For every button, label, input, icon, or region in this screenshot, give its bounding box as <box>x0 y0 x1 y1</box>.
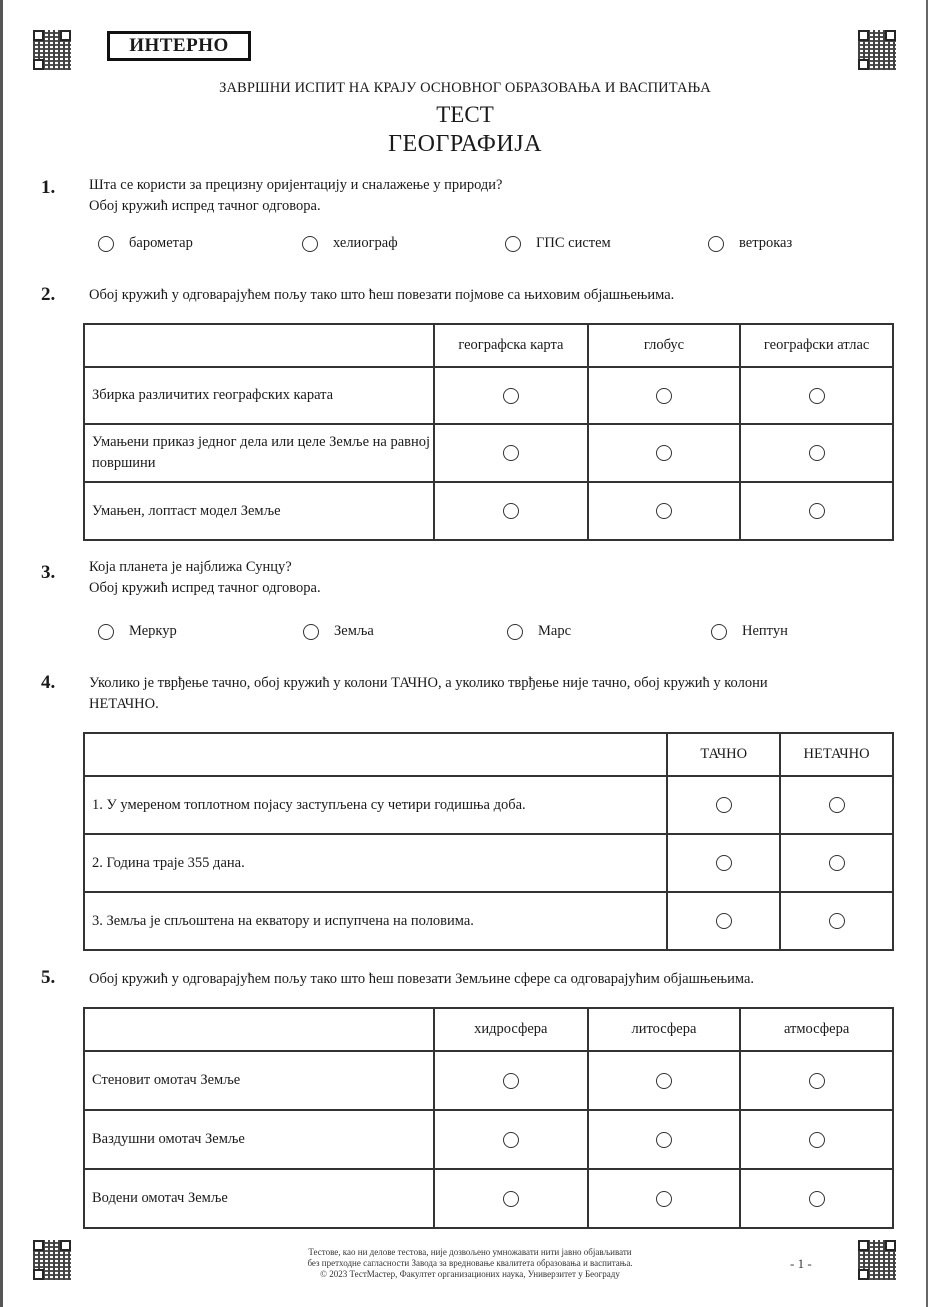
table-header: хидросфера <box>434 1008 588 1051</box>
radio-circle-icon[interactable] <box>708 236 724 252</box>
q1-option-1[interactable] <box>98 235 193 252</box>
question-4-text <box>89 673 889 715</box>
table-header: глобус <box>588 324 741 367</box>
question-2-table <box>83 323 894 541</box>
radio-circle-icon[interactable] <box>656 1132 672 1148</box>
radio-circle-icon[interactable] <box>809 1073 825 1089</box>
answer-cell[interactable] <box>740 1169 893 1228</box>
subject-title: ГЕОГРАФИЈА <box>388 131 542 157</box>
table-header-row <box>84 324 893 367</box>
question-1-text <box>89 175 503 217</box>
answer-cell[interactable] <box>588 367 741 424</box>
radio-circle-icon[interactable] <box>809 388 825 404</box>
option-label: Земља <box>334 623 374 639</box>
radio-circle-icon[interactable] <box>809 503 825 519</box>
radio-circle-icon[interactable] <box>716 797 732 813</box>
q3-option-3[interactable] <box>507 623 571 640</box>
page-number: - 1 - <box>790 1256 812 1271</box>
table-row <box>84 892 893 950</box>
radio-circle-icon[interactable] <box>503 1132 519 1148</box>
question-4-number: 4. <box>41 672 56 693</box>
row-label: Умањени приказ једног дела или целе Земље на равној површини <box>84 424 434 482</box>
table-row <box>84 834 893 892</box>
answer-cell[interactable] <box>434 424 588 482</box>
answer-cell[interactable] <box>588 482 741 540</box>
radio-circle-icon[interactable] <box>503 503 519 519</box>
q3-option-1[interactable] <box>98 623 177 640</box>
answer-cell[interactable] <box>434 367 588 424</box>
radio-circle-icon[interactable] <box>503 445 519 461</box>
table-header: географски атлас <box>740 324 893 367</box>
radio-circle-icon[interactable] <box>656 445 672 461</box>
test-title: ТЕСТ <box>436 102 494 127</box>
page-edge-right <box>926 0 928 1307</box>
question-5-text: Обој кружић у одговарајућем пољу тако што ћеш повезати Земљине сфере са одговарајућим објашњењима. <box>89 971 755 987</box>
question-1-number: 1. <box>41 177 56 198</box>
answer-cell[interactable] <box>740 1051 893 1110</box>
option-label: хелиограф <box>333 235 398 251</box>
answer-cell[interactable] <box>434 1110 588 1169</box>
radio-circle-icon[interactable] <box>656 1073 672 1089</box>
copyright-line: © 2023 ТестМастер, Факултет организационих наука, Универзитет у Београду <box>320 1269 620 1279</box>
row-label: Ваздушни омотач Земље <box>84 1110 434 1169</box>
question-3-prompt: Која планета је најближа Сунцу? <box>89 559 292 575</box>
q3-option-4[interactable] <box>711 623 788 640</box>
answer-cell[interactable] <box>740 367 893 424</box>
table-header: НЕТАЧНО <box>780 733 893 776</box>
radio-circle-icon[interactable] <box>829 855 845 871</box>
table-header: ТАЧНО <box>667 733 780 776</box>
answer-cell[interactable] <box>740 424 893 482</box>
question-4-table <box>83 732 894 951</box>
copyright-line: Тестове, као ни делове тестова, није дозвољено умножавати нити јавно објављивати <box>308 1247 632 1257</box>
radio-circle-icon[interactable] <box>809 1132 825 1148</box>
option-label: ветроказ <box>739 235 793 251</box>
question-2-number: 2. <box>41 284 56 305</box>
answer-cell-true[interactable] <box>667 834 780 892</box>
answer-cell[interactable] <box>588 424 741 482</box>
option-label: ГПС систем <box>536 235 611 251</box>
row-label: Умањен, лоптаст модел Земље <box>84 482 434 540</box>
radio-circle-icon[interactable] <box>716 855 732 871</box>
qr-code-icon <box>858 30 896 70</box>
q1-option-3[interactable] <box>505 235 611 252</box>
exam-subtitle: ЗАВРШНИ ИСПИТ НА КРАЈУ ОСНОВНОГ ОБРАЗОВАЊА И ВАСПИТАЊА <box>219 80 711 96</box>
qr-code-icon <box>33 1240 71 1280</box>
row-label: Збирка различитих географских карата <box>84 367 434 424</box>
answer-cell[interactable] <box>740 482 893 540</box>
question-2-text: Обој кружић у одговарајућем пољу тако што ћеш повезати појмове са њиховим објашњењима. <box>89 287 675 303</box>
option-label: Марс <box>538 623 572 639</box>
answer-cell-false[interactable] <box>780 834 893 892</box>
radio-circle-icon[interactable] <box>829 913 845 929</box>
option-label: Нептун <box>742 623 788 639</box>
question-3-text <box>89 557 321 599</box>
table-row <box>84 424 893 482</box>
table-header-row <box>84 733 893 776</box>
table-header: атмосфера <box>740 1008 893 1051</box>
answer-cell[interactable] <box>588 1169 741 1228</box>
answer-cell-true[interactable] <box>667 776 780 834</box>
q1-option-4[interactable] <box>708 235 792 252</box>
row-label: Стеновит омотач Земље <box>84 1051 434 1110</box>
row-label: 3. Земља је спљоштена на екватору и испупчена на половима. <box>84 892 667 950</box>
page-edge-left <box>0 0 3 1307</box>
table-header-row <box>84 1008 893 1051</box>
radio-circle-icon[interactable] <box>98 236 114 252</box>
option-label: Меркур <box>129 623 177 639</box>
copyright-note <box>230 1247 710 1280</box>
question-4-prompt: Уколико је тврђење тачно, обој кружић у колони ТАЧНО, а уколико тврђење није тачно, обој кружић у колони <box>89 675 768 691</box>
answer-cell-false[interactable] <box>780 776 893 834</box>
radio-circle-icon[interactable] <box>711 624 727 640</box>
table-header: литосфера <box>588 1008 741 1051</box>
radio-circle-icon[interactable] <box>829 797 845 813</box>
radio-circle-icon[interactable] <box>507 624 523 640</box>
question-5-table <box>83 1007 894 1229</box>
table-row <box>84 1051 893 1110</box>
radio-circle-icon[interactable] <box>503 388 519 404</box>
answer-cell[interactable] <box>740 1110 893 1169</box>
answer-cell[interactable] <box>434 1169 588 1228</box>
radio-circle-icon[interactable] <box>809 445 825 461</box>
question-3-instruction: Обој кружић испред тачног одговора. <box>89 580 321 596</box>
answer-cell[interactable] <box>588 1110 741 1169</box>
table-row <box>84 367 893 424</box>
row-label: 1. У умереном топлотном појасу заступљена су четири годишња доба. <box>84 776 667 834</box>
answer-cell-true[interactable] <box>667 892 780 950</box>
question-5-number: 5. <box>41 967 56 988</box>
table-row <box>84 1110 893 1169</box>
answer-cell[interactable] <box>434 482 588 540</box>
radio-circle-icon[interactable] <box>656 503 672 519</box>
question-1-prompt: Шта се користи за прецизну оријентацију и сналажење у природи? <box>89 177 503 193</box>
internal-badge: ИНТЕРНО <box>107 31 251 61</box>
row-label: 2. Година траје 355 дана. <box>84 834 667 892</box>
table-header-blank <box>84 1008 434 1051</box>
question-4-prompt-cont: НЕТАЧНО. <box>89 696 159 712</box>
radio-circle-icon[interactable] <box>98 624 114 640</box>
question-3-number: 3. <box>41 562 56 583</box>
answer-cell-false[interactable] <box>780 892 893 950</box>
q1-option-2[interactable] <box>302 235 398 252</box>
table-row <box>84 776 893 834</box>
radio-circle-icon[interactable] <box>656 1191 672 1207</box>
q3-option-2[interactable] <box>303 623 374 640</box>
qr-code-icon <box>858 1240 896 1280</box>
answer-cell[interactable] <box>434 1051 588 1110</box>
radio-circle-icon[interactable] <box>505 236 521 252</box>
row-label: Водени омотач Земље <box>84 1169 434 1228</box>
question-1-instruction: Обој кружић испред тачног одговора. <box>89 198 321 214</box>
radio-circle-icon[interactable] <box>303 624 319 640</box>
answer-cell[interactable] <box>588 1051 741 1110</box>
table-header-blank <box>84 733 667 776</box>
radio-circle-icon[interactable] <box>656 388 672 404</box>
table-row <box>84 1169 893 1228</box>
table-header-blank <box>84 324 434 367</box>
radio-circle-icon[interactable] <box>302 236 318 252</box>
radio-circle-icon[interactable] <box>716 913 732 929</box>
radio-circle-icon[interactable] <box>503 1191 519 1207</box>
qr-code-icon <box>33 30 71 70</box>
copyright-line: без претходне сагласности Завода за вредновање квалитета образовања и васпитања. <box>307 1258 633 1268</box>
radio-circle-icon[interactable] <box>503 1073 519 1089</box>
table-header: географска карта <box>434 324 588 367</box>
option-label: барометар <box>129 235 193 251</box>
radio-circle-icon[interactable] <box>809 1191 825 1207</box>
table-row <box>84 482 893 540</box>
